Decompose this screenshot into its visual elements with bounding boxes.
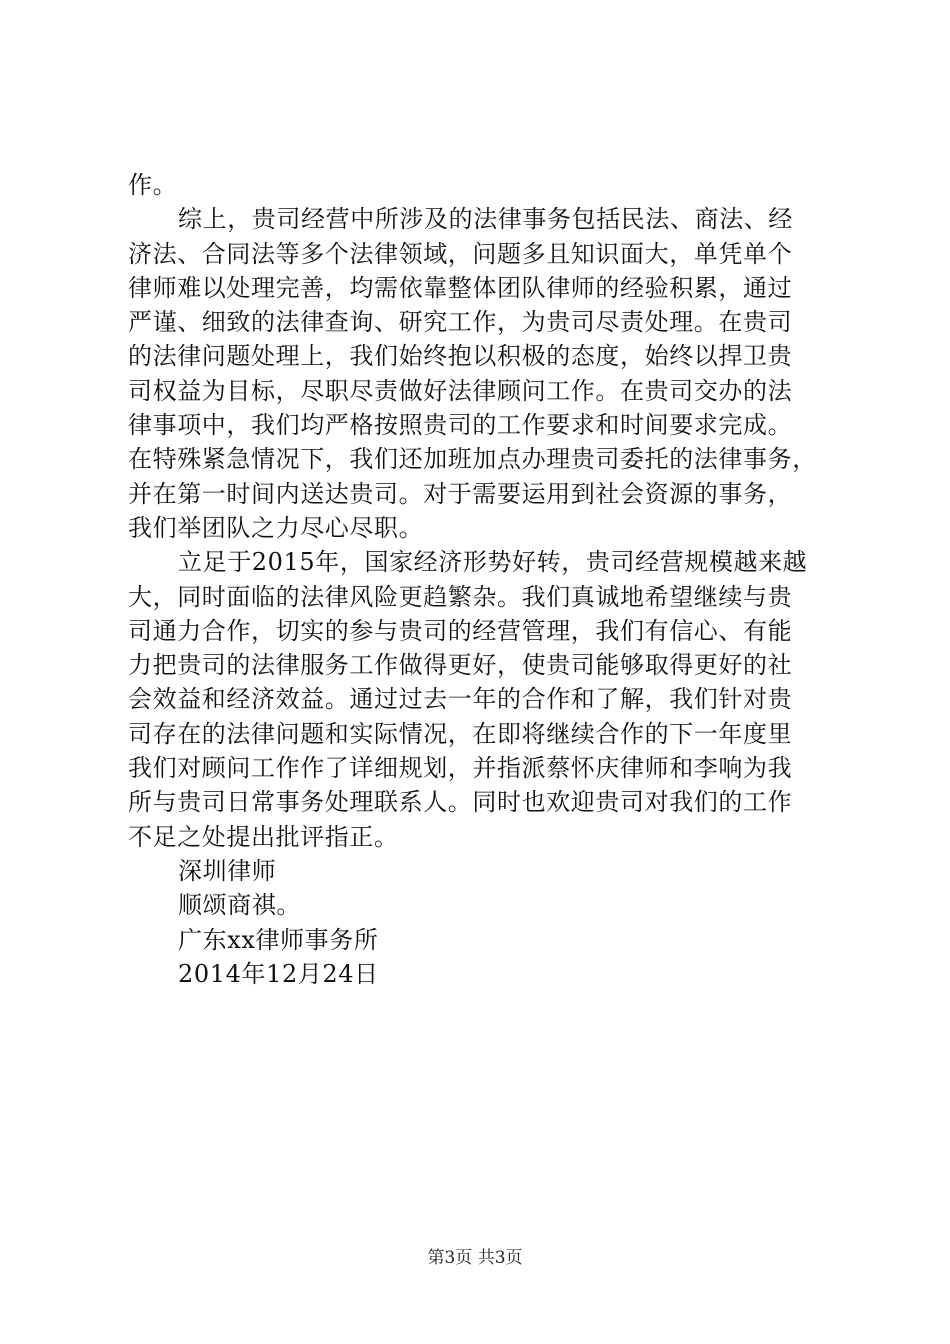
text-line: 并在第一时间内送达贵司。对于需要运用到社会资源的事务， xyxy=(128,479,793,508)
text-line: 立足于2015年，国家经济形势好转，贵司经营规模越来越 xyxy=(178,548,808,577)
text-line: 不足之处提出批评指正。 xyxy=(128,822,399,851)
page-footer xyxy=(0,1247,950,1269)
text-line: 深圳律师 xyxy=(178,856,277,885)
letter-body xyxy=(128,168,828,991)
text-line: 严谨、细致的法律查询、研究工作，为贵司尽责处理。在贵司 xyxy=(128,308,793,337)
text-line: 我们对顾问工作作了详细规划，并指派蔡怀庆律师和李响为我 xyxy=(128,754,793,783)
text-line: 作。 xyxy=(128,171,178,199)
text-line: 的法律问题处理上，我们始终抱以积极的态度，始终以捍卫贵 xyxy=(128,342,793,371)
text-line: 会效益和经济效益。通过过去一年的合作和了解，我们针对贵 xyxy=(128,685,793,714)
text-line: 我们举团队之力尽心尽职。 xyxy=(128,513,424,542)
text-line: 司权益为目标，尽职尽责做好法律顾问工作。在贵司交办的法 xyxy=(128,376,793,405)
text-line: 广东xx律师事务所 xyxy=(178,925,379,954)
text-line: 司存在的法律问题和实际情况，在即将继续合作的下一年度里 xyxy=(128,719,793,748)
text-line: 综上，贵司经营中所涉及的法律事务包括民法、商法、经 xyxy=(178,205,793,234)
text-line: 所与贵司日常事务处理联系人。同时也欢迎贵司对我们的工作 xyxy=(128,788,793,817)
text-line: 司通力合作，切实的参与贵司的经营管理，我们有信心、有能 xyxy=(128,616,793,645)
text-line: 律师难以处理完善，均需依靠整体团队律师的经验积累，通过 xyxy=(128,273,793,302)
page-number: 第3页 共3页 xyxy=(427,1248,523,1268)
text-line: 顺颂商祺。 xyxy=(178,891,301,920)
text-line: 济法、合同法等多个法律领域，问题多且知识面大，单凭单个 xyxy=(128,239,793,268)
text-line: 在特殊紧急情况下，我们还加班加点办理贵司委托的法律事务， xyxy=(128,445,817,474)
text-line: 2014年12月24日 xyxy=(178,959,379,988)
text-line: 力把贵司的法律服务工作做得更好，使贵司能够取得更好的社 xyxy=(128,651,793,680)
text-line: 律事项中，我们均严格按照贵司的工作要求和时间要求完成。 xyxy=(128,411,793,440)
text-line: 大，同时面临的法律风险更趋繁杂。我们真诚地希望继续与贵 xyxy=(128,582,793,611)
